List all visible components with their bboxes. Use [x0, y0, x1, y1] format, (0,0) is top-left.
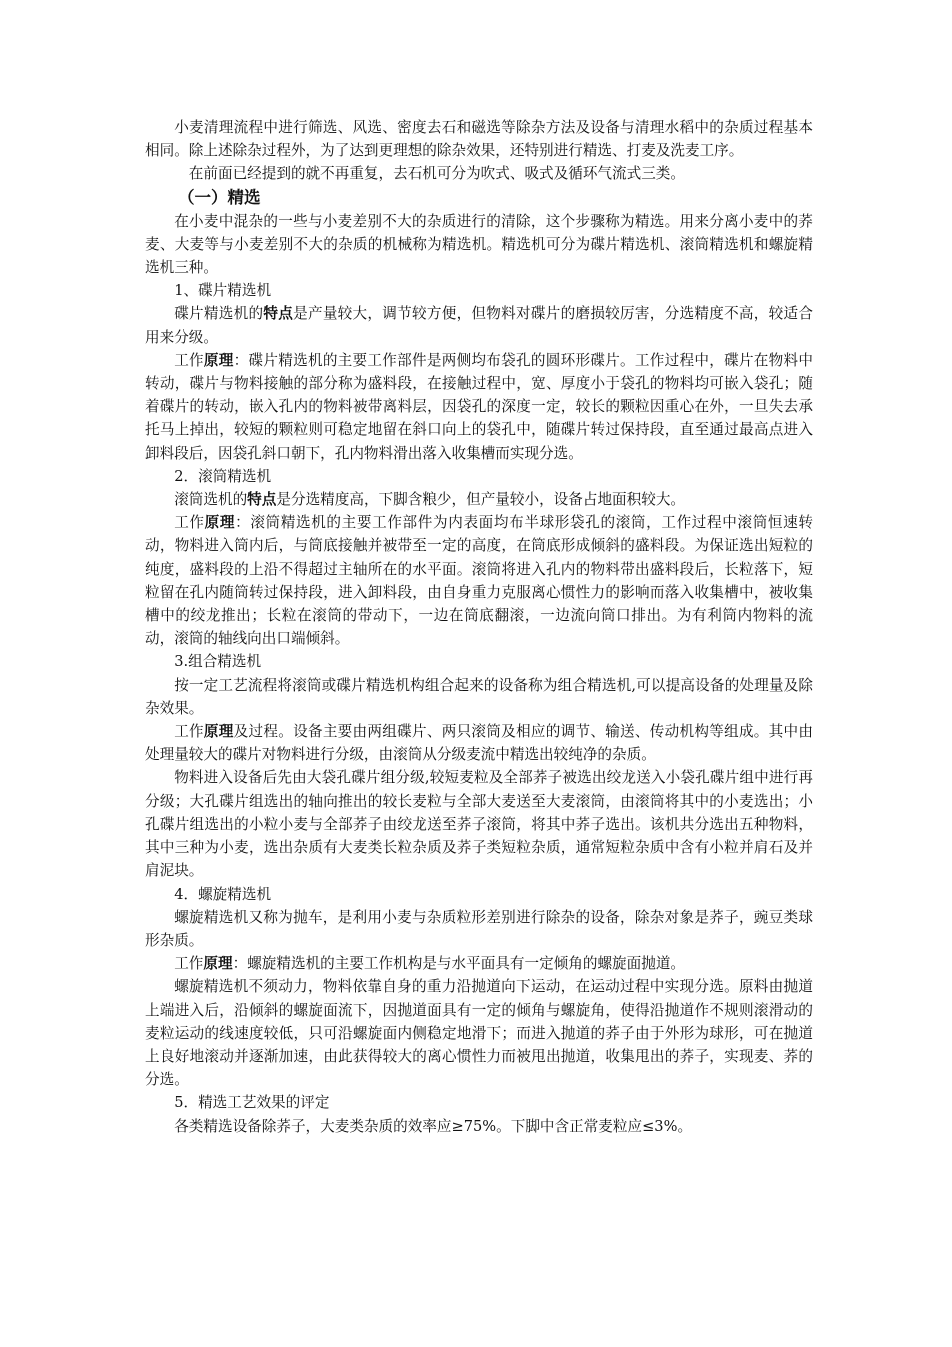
- disc-principle-text: ：碟片精选机的主要工作部件是两侧均布袋孔的圆环形碟片。工作过程中，碟片在物料中转动，碟片与物料接触的部分称为盛料段，在接触过程中，宽、厚度小于袋孔的物料均可嵌入袋孔；随着碟片的转动，嵌入孔内的物料被带离料层，因袋孔的深度一定，较长的颗粒因重心在外，一旦失去承托马上掉出，较短的颗粒则可稳定地留在斜口向上的袋孔中，随碟片转过保持段，直至通过最高点进入卸料段后，因袋孔斜口朝下，孔内物料滑出落入收集槽而实现分选。: [145, 351, 813, 462]
- drum-feature-paragraph: [145, 488, 813, 511]
- spiral-principle-bold: 原理: [203, 955, 233, 973]
- combo-principle-bold: 原理: [203, 723, 234, 741]
- spiral-principle-text: ：螺旋精选机的主要工作机构是与水平面具有一定倾角的螺旋面抛道。: [232, 955, 686, 973]
- disc-feature-text: 是产量较大，调节较方便，但物料对碟片的磨损较厉害，分选精度不高，较适合用来分级。: [145, 305, 813, 346]
- section-intro-paragraph: 在小麦中混杂的一些与小麦差别不大的杂质进行的清除，这个步骤称为精选。用来分离小麦中的荞麦、大麦等与小麦差别不大的杂质的机械称为精选机。精选机可分为碟片精选机、滚筒精选机和螺旋精选机三种。: [145, 212, 813, 277]
- disc-principle-bold: 原理: [203, 351, 234, 369]
- spiral-principle-prefix: 工作: [174, 955, 204, 973]
- combo-intro-paragraph: 按一定工艺流程将滚筒或碟片精选机构组合起来的设备称为组合精选机,可以提高设备的处理量及除杂效果。: [145, 676, 813, 717]
- spiral-separator-heading: 4．螺旋精选机: [174, 885, 272, 903]
- disc-principle-prefix: 工作: [174, 351, 204, 369]
- combo-separator-heading: 3.组合精选机: [174, 653, 262, 671]
- disc-separator-heading: 1、碟片精选机: [174, 282, 272, 300]
- combo-process-paragraph: 物料进入设备后先由大袋孔碟片组分级,较短麦粒及全部荞子被选出绞龙送入小袋孔碟片组中进行再分级；大孔碟片组选出的轴向推出的较长麦粒与全部大麦送至大麦滚筒，由滚筒将其中的小麦选出；小孔碟片组选出的小粒小麦与全部荞子由绞龙送至荞子滚筒，将其中荞子选出。该机共分选出五种物料，其中三种为小麦，选出杂质有大麦类长粒杂质及荞子类短粒杂质，通常短粒杂质中含有小粒并肩石及并肩泥块。: [145, 769, 813, 880]
- section-title-jingxuan: （一）精选: [178, 187, 261, 207]
- evaluation-heading: 5．精选工艺效果的评定: [174, 1094, 330, 1112]
- document-page: [145, 116, 813, 1138]
- combo-principle-prefix: 工作: [174, 723, 204, 741]
- drum-feature-bold: 特点: [247, 491, 277, 509]
- spiral-intro-paragraph: 螺旋精选机又称为抛车，是利用小麦与杂质粒形差别进行除杂的设备，除杂对象是荞子，豌豆类球形杂质。: [145, 908, 813, 949]
- combo-principle-paragraph: [145, 720, 813, 766]
- evaluation-paragraph: 各类精选设备除荞子，大麦类杂质的效率应≥75%。下脚中含正常麦粒应≤3%。: [174, 1117, 693, 1135]
- drum-principle-text: ：滚筒精选机的主要工作部件为内表面均布半球形袋孔的滚筒，工作过程中滚筒恒速转动，物料进入筒内后，与筒底接触并被带至一定的高度，在筒底形成倾斜的盛料段。为保证选出短粒的纯度，盛料段的上沿不得超过主轴所在的水平面。滚筒将进入孔内的物料带出盛料段后，长粒落下，短粒留在孔内随筒转过保持段，进入卸料段，由自身重力克服离心惯性力的影响而落入收集槽中，被收集槽中的绞龙推出；长粒在滚筒的带动下，一边在筒底翻滚，一边流向筒口排出。为有利筒内物料的流动，滚筒的轴线向出口端倾斜。: [145, 514, 813, 648]
- intro-paragraph-2: 在前面已经提到的就不再重复，去石机可分为吹式、吸式及循环气流式三类。: [188, 165, 685, 183]
- drum-principle-prefix: 工作: [174, 514, 205, 532]
- drum-feature-prefix: 滚筒选机的: [174, 491, 248, 509]
- drum-separator-heading: 2．滚筒精选机: [174, 467, 272, 485]
- disc-feature-paragraph: [145, 302, 813, 348]
- disc-feature-bold: 特点: [263, 305, 294, 323]
- drum-principle-paragraph: [145, 511, 813, 650]
- drum-feature-text: 是分选精度高，下脚含粮少，但产量较小，设备占地面积较大。: [276, 491, 686, 509]
- spiral-process-paragraph: 螺旋精选机不须动力，物料依靠自身的重力沿抛道向下运动，在运动过程中实现分选。原料由抛道上端进入后，沿倾斜的螺旋面流下，因抛道面具有一定的倾角与螺旋角，使得沿抛道作不规则滚滑动的麦粒运动的线速度较低，只可沿螺旋面内侧稳定地滑下；而进入抛道的荞子由于外形为球形，可在抛道上良好地滚动并逐渐加速，由此获得较大的离心惯性力而被甩出抛道，收集甩出的荞子，实现麦、荞的分选。: [145, 978, 813, 1089]
- spiral-principle-paragraph: [145, 952, 813, 975]
- drum-principle-bold: 原理: [204, 514, 236, 532]
- intro-paragraph-1: 小麦清理流程中进行筛选、风选、密度去石和磁选等除杂方法及设备与清理水稻中的杂质过程基本相同。除上述除杂过程外，为了达到更理想的除杂效果，还特别进行精选、打麦及洗麦工序。: [145, 119, 813, 160]
- disc-feature-prefix: 碟片精选机的: [174, 305, 264, 323]
- combo-principle-text: 及过程。设备主要由两组碟片、两只滚筒及相应的调节、输送、传动机构等组成。其中由处理量较大的碟片对物料进行分级，由滚筒从分级麦流中精选出较纯净的杂质。: [145, 723, 813, 764]
- disc-principle-paragraph: [145, 349, 813, 465]
